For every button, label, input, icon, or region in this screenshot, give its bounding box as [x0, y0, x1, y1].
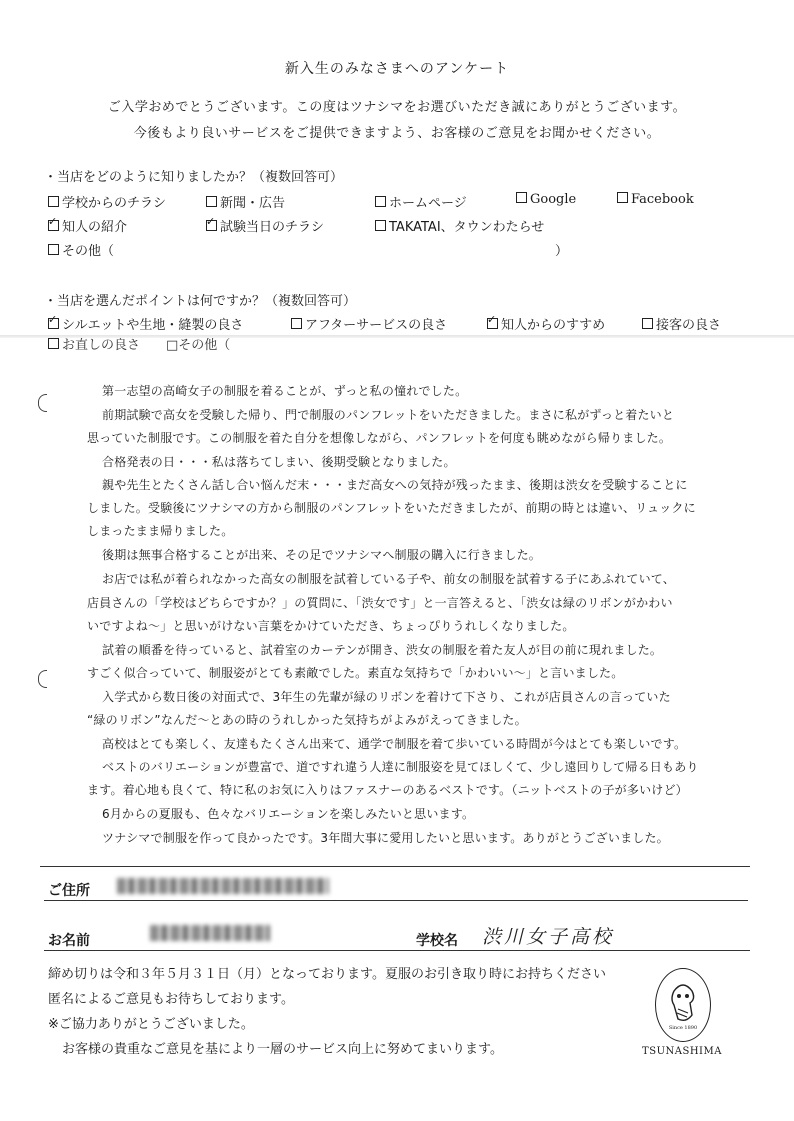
- q1-option-other[interactable]: その他（: [48, 240, 114, 259]
- q2-option-after-service[interactable]: アフターサービスの良さ: [291, 314, 447, 333]
- logo-brand: TSUNASHIMA: [642, 1046, 722, 1057]
- q1-option-acquaintance[interactable]: ✓知人の紹介: [48, 216, 127, 235]
- checkbox-icon: [206, 196, 217, 207]
- story-line: 高校はとても楽しく、友達もたくさん出来て、通学で制服を着て歩いている時間が今はとても楽しいです。: [102, 737, 687, 751]
- story-line: 第一志望の高崎女子の制服を着ることが、ずっと私の憧れでした。: [102, 384, 468, 398]
- checkbox-icon: [375, 220, 386, 231]
- survey-title: 新入生のみなさまへのアンケート: [284, 61, 510, 77]
- checkbox-checked-icon: [487, 318, 498, 329]
- binder-hole-icon: [38, 394, 47, 412]
- q1-option-homepage[interactable]: ホームページ: [375, 192, 467, 211]
- story-line: しまったまま帰りました。: [87, 524, 234, 538]
- story-line: 思っていた制服です。この制服を着た自分を想像しながら、パンフレットを何度も眺めながら帰りました。: [87, 431, 672, 445]
- story-line: すごく似合っていて、制服姿がとても素敵でした。素直な気持ちで「かわいい～」と言いました。: [87, 666, 624, 680]
- story-line: しました。受験後にツナシマの方から制服のパンフレットをいただきましたが、前期の時とは違い、リュックに: [87, 501, 696, 515]
- story-line: いですよね～」と思いがけない言葉をかけていただき、ちょっぴりうれしくなりました。: [87, 619, 575, 633]
- name-label: お名前: [48, 933, 90, 949]
- tsunashima-logo: [655, 968, 711, 1042]
- address-label: ご住所: [48, 883, 90, 899]
- q2-question: ・当店を選んだポイントは何ですか？（複数回答可）: [44, 294, 357, 309]
- story-line: 店員さんの「学校はどちらですか？」の質問に、「渋女です」と一言答えると、「渋女は緑のリボンがかわい: [87, 596, 673, 610]
- footer-anonymous: 匿名によるご意見もお待ちしております。: [48, 992, 294, 1007]
- checkbox-checked-icon: [48, 318, 59, 329]
- logo-since: Since 1890: [668, 1025, 698, 1031]
- greeting-line-1: ご入学おめでとうございます。この度はツナシマをお選びいただき誠にありがとうございます。: [107, 100, 687, 115]
- story-line: ツナシマで制服を作って良かったです。3年間大事に愛用したいと思います。ありがとうございました。: [102, 831, 669, 845]
- q2-option-silhouette[interactable]: ✓シルエットや生地・縫製の良さ: [48, 314, 243, 333]
- address-redacted: [117, 878, 329, 894]
- checkbox-icon: [48, 196, 59, 207]
- q1-option-google[interactable]: Google: [516, 192, 576, 207]
- checkbox-icon: [516, 192, 527, 203]
- q1-option-newspaper[interactable]: 新聞・広告: [206, 192, 285, 211]
- footer-deadline: 締め切りは令和３年５月３１日（月）となっております。夏服のお引き取り時にお持ちください: [48, 967, 606, 982]
- paper-overlay-edge: [0, 335, 794, 338]
- story-line: ベストのバリエーションが豊富で、道ですれ違う人達に制服姿を見てほしくて、少し遠回りして帰る日もあり: [102, 760, 699, 774]
- school-label: 学校名: [416, 933, 458, 949]
- checkbox-icon: [642, 318, 653, 329]
- checkbox-icon: [291, 318, 302, 329]
- checkbox-icon: [617, 192, 628, 203]
- address-underline: [44, 900, 748, 901]
- story-line: 試着の順番を待っていると、試着室のカーテンが開き、渋女の制服を着た友人が目の前に現れました。: [102, 643, 663, 657]
- name-redacted: [150, 925, 270, 941]
- story-line: 合格発表の日・・・私は落ちてしまい、後期受験となりました。: [102, 455, 456, 469]
- story-line: 親や先生とたくさん話し合い悩んだ末・・・まだ高女への気持が残ったまま、後期は渋女を受験することに: [102, 478, 688, 492]
- footer-thanks: ※ご協力ありがとうございました。: [48, 1017, 254, 1032]
- name-underline: [44, 950, 750, 951]
- q1-question: ・当店をどのように知りましたか？（複数回答可）: [44, 170, 344, 185]
- story-line: 後期は無事合格することが出来、その足でツナシマへ制服の購入に行きました。: [102, 548, 541, 562]
- checkbox-checked-icon: [206, 220, 217, 231]
- story-line: ます。着心地も良くて、特に私のお気に入りはファスナーのあるベストです。（ニットベストの子が多いけど）: [87, 783, 688, 797]
- story-line: “緑のリボン”なんだ～とあの時のうれしかった気持ちがよみがえってきました。: [87, 713, 527, 727]
- binder-hole-icon: [38, 670, 47, 688]
- q2-option-recommendation[interactable]: ✓ 知人からのすすめ: [487, 314, 605, 333]
- checkbox-icon: [48, 338, 59, 349]
- school-value: 渋川女子高校: [482, 926, 615, 948]
- story-line: 前期試験で高女を受験した帰り、門で制服のパンフレットをいただきました。まさに私がずっと着たいと: [102, 408, 675, 422]
- story-line: 6月からの夏服も、色々なバリエーションを楽しみたいと思います。: [102, 807, 475, 821]
- q2-partial-row: お直しの良さ □その他（: [0, 330, 794, 338]
- q1-option-takatai[interactable]: TAKATAI、タウンわたらせ: [375, 216, 544, 235]
- checkbox-icon: [375, 196, 386, 207]
- story-bottom-rule: [40, 866, 750, 867]
- q1-option-school-flyer[interactable]: 学校からのチラシ: [48, 192, 166, 211]
- q1-option-exam-day-flyer[interactable]: ✓ 試験当日のチラシ: [206, 216, 324, 235]
- footer-commitment: お客様の貴重なご意見を基により一層のサービス向上に努めてまいります。: [62, 1042, 503, 1057]
- q2-option-customer-service[interactable]: 接客の良さ: [642, 314, 721, 333]
- story-line: 入学式から数日後の対面式で、3年生の先輩が緑のリボンを着けて下さり、これが店員さんの言っていた: [102, 690, 671, 704]
- q1-other-close-paren: ）: [555, 244, 569, 259]
- checkbox-icon: [48, 244, 59, 255]
- checkbox-checked-icon: [48, 220, 59, 231]
- q1-option-facebook[interactable]: Facebook: [617, 192, 694, 207]
- story-line: お店では私が着られなかった高女の制服を試着している子や、前女の制服を試着する子にあふれていて、: [102, 572, 675, 586]
- greeting-line-2: 今後もより良いサービスをご提供できますよう、お客様のご意見をお聞かせください。: [133, 126, 661, 141]
